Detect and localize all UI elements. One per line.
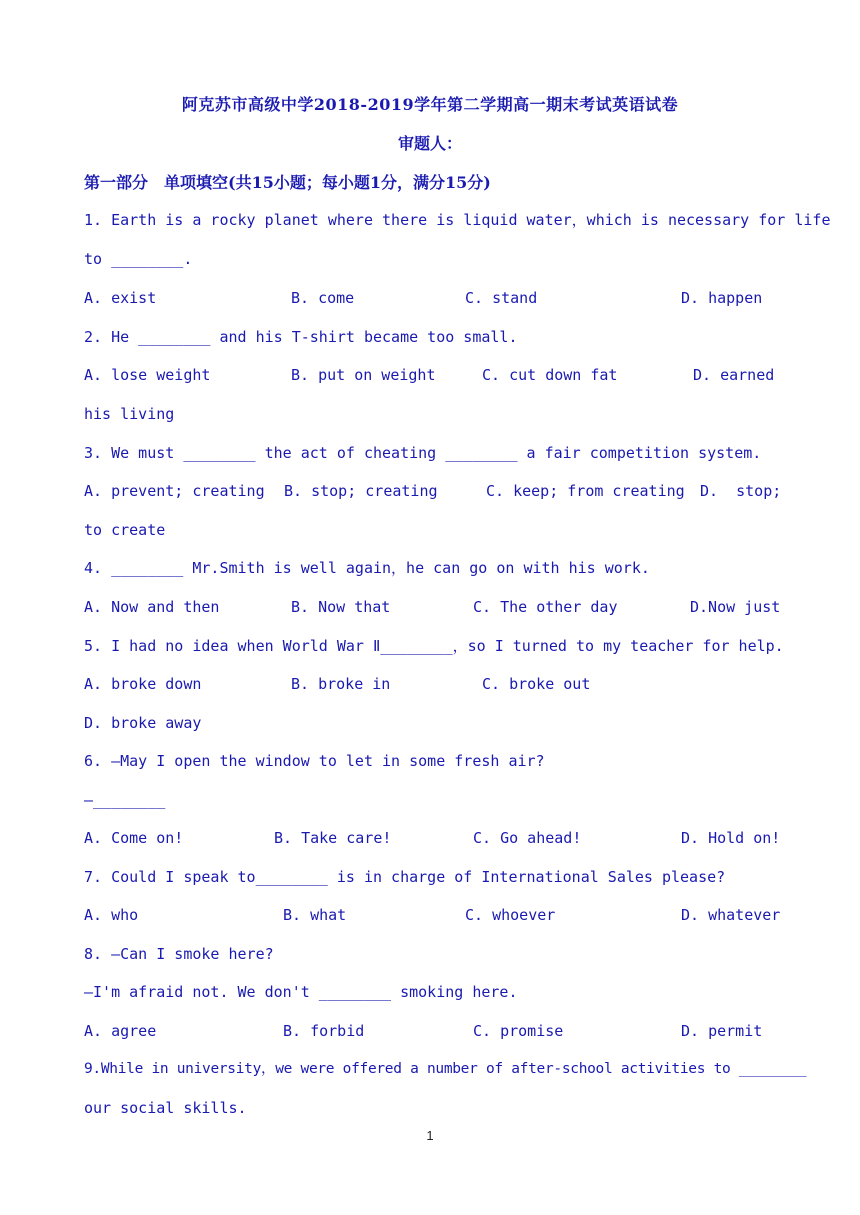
q5-option-a: A. broke down bbox=[84, 675, 202, 693]
q7-option-d: D. whatever bbox=[681, 906, 781, 924]
q5-option-c: C. broke out bbox=[482, 675, 591, 693]
q7-option-a: A. who bbox=[84, 906, 139, 924]
q8-option-d: D. permit bbox=[681, 1022, 763, 1040]
q3-option-a: A. prevent; creating bbox=[84, 482, 265, 500]
question-1-text-cont: to ________. bbox=[84, 250, 193, 268]
q1-option-a: A. exist bbox=[84, 289, 157, 307]
question-4-text: 4. ________ Mr.Smith is well again，he can go on with his work. bbox=[84, 559, 650, 577]
q6-option-d: D. Hold on! bbox=[681, 829, 781, 847]
question-6-response: —________ bbox=[84, 791, 166, 809]
q4-option-a: A. Now and then bbox=[84, 598, 220, 616]
q4-option-c: C. The other day bbox=[473, 598, 618, 616]
q1-option-d: D. happen bbox=[681, 289, 763, 307]
q6-option-c: C. Go ahead! bbox=[473, 829, 582, 847]
q3-option-b: B. stop; creating bbox=[284, 482, 438, 500]
question-1-text: 1. Earth is a rocky planet where there is liquid water，which is necessary for life bbox=[84, 211, 831, 229]
q8-option-b: B. forbid bbox=[283, 1022, 365, 1040]
question-9-text: 9.While in university，we were offered a number of after-school activities to ________ bbox=[84, 1061, 807, 1077]
q1-option-c: C. stand bbox=[465, 289, 538, 307]
question-3-text: 3. We must ________ the act of cheating ________ a fair competition system. bbox=[84, 444, 762, 462]
question-6-text: 6. —May I open the window to let in some fresh air? bbox=[84, 752, 545, 770]
page-number: 1 bbox=[426, 1128, 434, 1143]
exam-title: 阿克苏市高级中学2018-2019学年第二学期高一期末考试英语试卷 bbox=[181, 95, 679, 114]
q3-option-d-cont: to create bbox=[84, 521, 166, 539]
section-heading: 第一部分 单项填空(共15小题；每小题1分，满分15分) bbox=[84, 173, 491, 192]
q5-option-b: B. broke in bbox=[291, 675, 391, 693]
q4-option-b: B. Now that bbox=[291, 598, 391, 616]
q6-option-a: A. Come on! bbox=[84, 829, 184, 847]
q5-option-d: D. broke away bbox=[84, 714, 202, 732]
q2-option-d-cont: his living bbox=[84, 405, 175, 423]
question-8-response: —I'm afraid not. We don't ________ smoking here. bbox=[84, 983, 518, 1001]
q1-option-b: B. come bbox=[291, 289, 355, 307]
q4-option-d: D.Now just bbox=[690, 598, 781, 616]
q3-option-d: D. stop; bbox=[700, 482, 782, 500]
q6-option-b: B. Take care! bbox=[274, 829, 392, 847]
question-9-text-cont: our social skills. bbox=[84, 1099, 247, 1117]
question-5-text: 5. I had no idea when World War Ⅱ________，so I turned to my teacher for help. bbox=[84, 637, 784, 655]
q2-option-a: A. lose weight bbox=[84, 366, 211, 384]
reviewer-label: 审题人： bbox=[397, 134, 462, 153]
q8-option-c: C. promise bbox=[473, 1022, 564, 1040]
question-2-text: 2. He ________ and his T-shirt became too small. bbox=[84, 328, 518, 346]
question-7-text: 7. Could I speak to________ is in charge of International Sales please? bbox=[84, 868, 726, 886]
q3-option-c: C. keep; from creating bbox=[486, 482, 685, 500]
q2-option-c: C. cut down fat bbox=[482, 366, 618, 384]
q8-option-a: A. agree bbox=[84, 1022, 157, 1040]
question-8-text: 8. —Can I smoke here? bbox=[84, 945, 274, 963]
q7-option-b: B. what bbox=[283, 906, 347, 924]
q2-option-b: B. put on weight bbox=[291, 366, 436, 384]
q7-option-c: C. whoever bbox=[465, 906, 556, 924]
q2-option-d: D. earned bbox=[693, 366, 775, 384]
